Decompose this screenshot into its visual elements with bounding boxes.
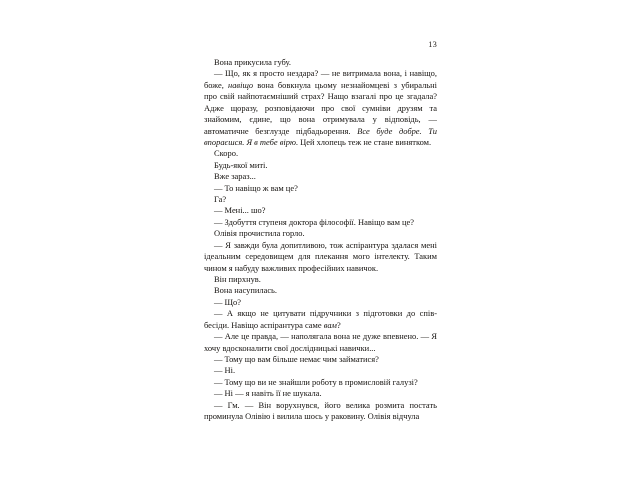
text-run: — Гм. — Він ворухнувся, його велика розмита постать проминула Олівію і вилила шось у раковину. Олівія відчула <box>204 399 437 422</box>
text-run: — Що? <box>214 296 242 307</box>
paragraph <box>204 68 437 148</box>
text-run: — Що, як я просто нездара? — не витримала вона, і навіщо, боже, <box>204 68 437 90</box>
text-run: — Тому що ви не знайшли роботу в промисловій галузі? <box>214 376 418 387</box>
paragraph <box>204 400 437 423</box>
paragraph <box>204 285 437 296</box>
paragraph <box>204 331 437 354</box>
paragraph <box>204 308 437 331</box>
text-run: . Цей хлопець теж не стане винятком. <box>295 136 432 147</box>
text-run: — Здобуття ступеня доктора філософії. Навіщо вам це? <box>214 216 415 227</box>
text-run: — Ні — я навіть її не шукала. <box>214 388 322 399</box>
italic-run: Все буде добре. Ти впораєшся. Я в тебе вірю <box>204 125 437 147</box>
paragraph <box>204 377 437 388</box>
text-run: вона бовкнула цьому незнайомцеві з убиральні про свій найпотаємніший страх? Нащо взагалі про це згадала? Адже щоразу, розповідаючи про свої сумніви друзям та знайомим, єдине, що вона отримувала у відповідь, — автоматичне безглузде підбадьорення. <box>204 79 437 136</box>
text-run: Вона насупилась. <box>214 285 278 296</box>
text-run: — Я завжди була допитливою, тож аспірантура здалася мені ідеальним середовищем для плекання мого інтелекту. Таким чином я набуду важливих професійних навичок. <box>204 239 437 273</box>
paragraph <box>204 388 437 399</box>
paragraph <box>204 240 437 274</box>
paragraph <box>204 57 437 68</box>
paragraph <box>204 228 437 239</box>
text-run: — То навіщо ж вам це? <box>214 182 298 193</box>
paragraph <box>204 365 437 376</box>
text-run: ? <box>336 319 341 330</box>
paragraph <box>204 205 437 216</box>
text-run: — А якщо не цитувати підручники з підготовки до співбесіди. Навіщо аспірантура саме <box>204 308 437 330</box>
paragraph <box>204 171 437 182</box>
text-run: — Ні. <box>214 365 236 376</box>
paragraph <box>204 354 437 365</box>
text-run: Він пирхнув. <box>214 274 261 285</box>
text-run: — Тому що вам більше немає чим займатися? <box>214 353 379 364</box>
paragraph <box>204 183 437 194</box>
text-run: Га? <box>214 194 227 205</box>
paragraph <box>204 194 437 205</box>
text-run: — Але це правда, — наполягала вона не дуже впевнено. — Я хочу вдосконалити свої дослідницькі навички... <box>204 331 437 353</box>
text-run: Скоро. <box>214 148 239 159</box>
paragraph <box>204 217 437 228</box>
text-run: Будь-якої миті. <box>214 159 268 170</box>
body-text-block <box>204 57 437 423</box>
text-run: Вже зараз... <box>214 171 256 182</box>
text-run: Олівія прочистила горло. <box>214 228 305 239</box>
text-run: — Мені... шо? <box>214 205 266 216</box>
italic-run: вам <box>323 319 337 330</box>
paragraph <box>204 297 437 308</box>
text-run: Вона прикусила губу. <box>214 57 292 67</box>
paragraph <box>204 148 437 159</box>
paragraph <box>204 274 437 285</box>
page-number: 13 <box>428 40 437 49</box>
italic-run: навіщо <box>228 79 254 90</box>
paragraph <box>204 160 437 171</box>
